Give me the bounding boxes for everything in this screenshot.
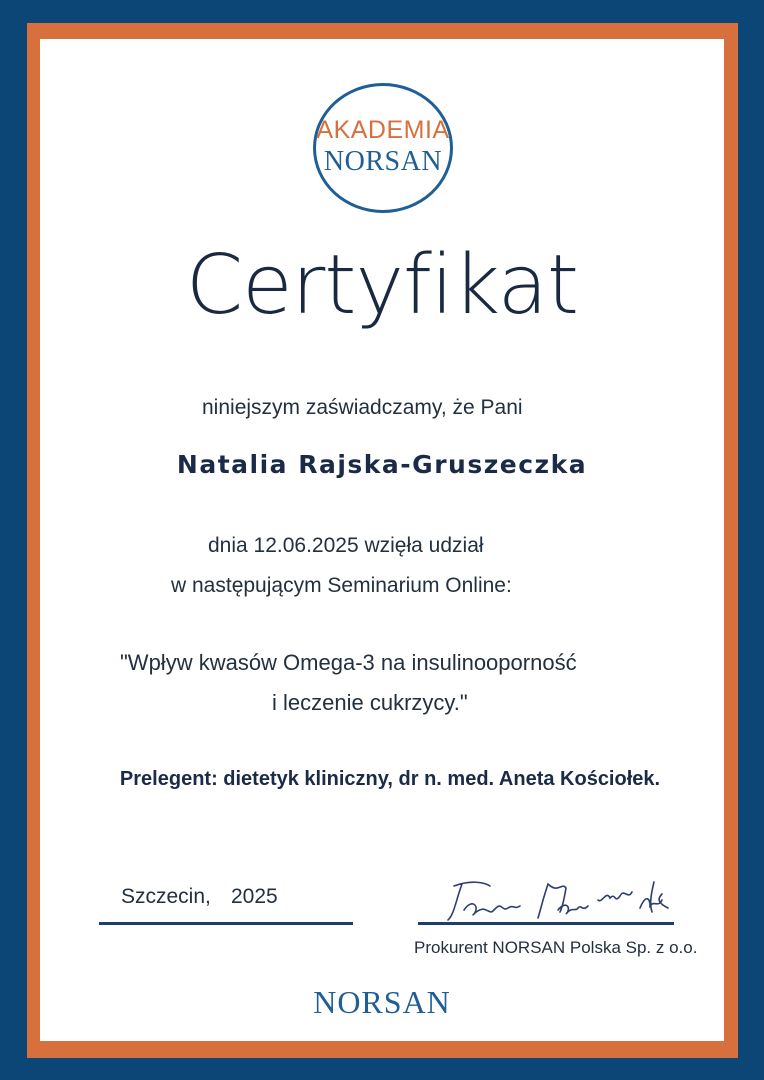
lecturer-line: Prelegent: dietetyk kliniczny, dr n. med. Aneta Kościołek. — [119, 768, 661, 790]
seminar-title-line-1: "Wpływ kwasów Omega-3 na insulinooporność — [120, 650, 577, 675]
certificate-title: Certyfikat — [185, 238, 579, 333]
intro-text: niniejszym zaświadczamy, że Pani — [202, 396, 523, 419]
recipient-name: Natalia Rajska-Gruszeczka — [176, 450, 588, 479]
norsan-footer-logo: NORSAN — [313, 984, 451, 1020]
seminar-title-line-2: i leczenie cukrzycy." — [272, 690, 468, 715]
signature-underline — [418, 922, 674, 925]
participation-line-2: w następującym Seminarium Online: — [171, 574, 512, 597]
date-underline — [99, 922, 353, 925]
place-city: Szczecin, — [121, 885, 211, 908]
place-year: 2025 — [231, 885, 278, 908]
akademia-norsan-logo — [313, 83, 453, 213]
signature-caption: Prokurent NORSAN Polska Sp. z o.o. — [414, 938, 698, 957]
signature-graphic — [440, 870, 690, 930]
participation-line-1: dnia 12.06.2025 wzięła udział — [208, 534, 484, 557]
logo-bottom-text: NORSAN — [323, 146, 443, 177]
logo-top-text: AKADEMIA — [316, 116, 450, 144]
